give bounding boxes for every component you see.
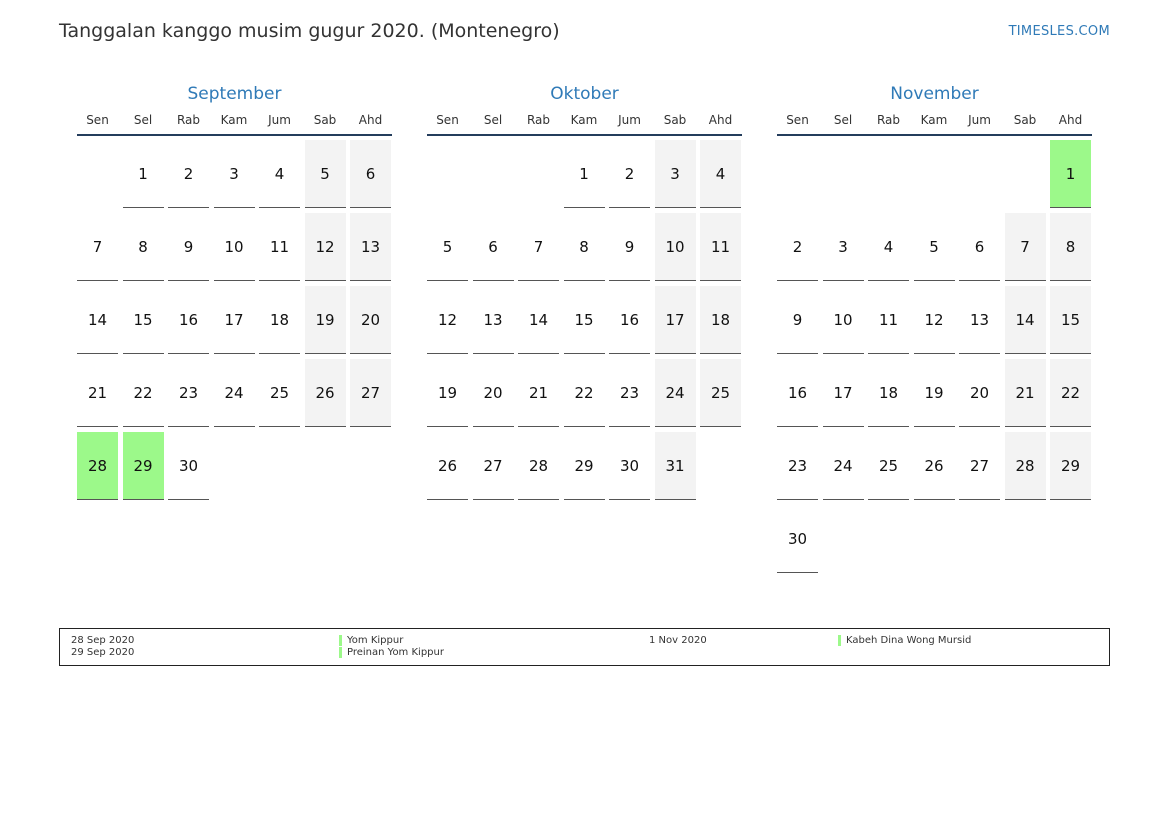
day-cell: 19 xyxy=(914,359,955,427)
day-cell: 30 xyxy=(168,432,209,500)
weekday-label: Sab xyxy=(663,113,687,127)
weekday-label: Sel xyxy=(833,113,853,127)
day-cell: 15 xyxy=(1050,286,1091,354)
day-cell: 19 xyxy=(427,359,468,427)
day-cell: 1 xyxy=(564,140,605,208)
day-cell: 3 xyxy=(214,140,255,208)
legend-holiday-marker xyxy=(339,635,342,646)
day-cell: 6 xyxy=(350,140,391,208)
weekday-header xyxy=(427,112,742,136)
day-cell: 14 xyxy=(77,286,118,354)
day-cell: 6 xyxy=(473,213,514,281)
legend-holiday-name: Yom Kippur xyxy=(347,635,404,646)
day-cell: 27 xyxy=(350,359,391,427)
day-cell: 9 xyxy=(777,286,818,354)
day-cell: 6 xyxy=(959,213,1000,281)
day-cell: 22 xyxy=(564,359,605,427)
page-title: Tanggalan kanggo musim gugur 2020. (Montenegro) xyxy=(59,20,560,42)
day-cell: 13 xyxy=(473,286,514,354)
month-calendar xyxy=(427,82,742,500)
holiday-legend xyxy=(59,628,1110,666)
day-cell: 25 xyxy=(868,432,909,500)
legend-holiday-marker xyxy=(339,647,342,658)
day-cell: 21 xyxy=(1005,359,1046,427)
weekday-label: Sel xyxy=(483,113,503,127)
weekday-label: Jum xyxy=(968,113,991,127)
day-cell: 21 xyxy=(77,359,118,427)
holiday-day-cell: 1 xyxy=(1050,140,1091,208)
day-cell: 18 xyxy=(259,286,300,354)
day-cell: 16 xyxy=(777,359,818,427)
day-grid xyxy=(427,140,742,500)
day-grid xyxy=(777,140,1092,573)
day-cell: 17 xyxy=(655,286,696,354)
day-cell: 18 xyxy=(700,286,741,354)
legend-date: 29 Sep 2020 xyxy=(71,647,135,658)
day-cell: 11 xyxy=(700,213,741,281)
day-cell: 25 xyxy=(700,359,741,427)
day-cell: 18 xyxy=(868,359,909,427)
day-cell: 24 xyxy=(823,432,864,500)
day-cell: 5 xyxy=(427,213,468,281)
day-cell: 2 xyxy=(609,140,650,208)
day-cell: 10 xyxy=(823,286,864,354)
empty-cell xyxy=(518,140,559,208)
day-cell: 7 xyxy=(518,213,559,281)
weekday-label: Sel xyxy=(133,113,153,127)
day-cell: 3 xyxy=(655,140,696,208)
empty-cell xyxy=(77,140,118,208)
day-cell: 16 xyxy=(168,286,209,354)
day-cell: 26 xyxy=(427,432,468,500)
day-cell: 31 xyxy=(655,432,696,500)
weekday-header xyxy=(77,112,392,136)
empty-cell xyxy=(868,140,909,208)
day-cell: 14 xyxy=(1005,286,1046,354)
day-cell: 30 xyxy=(609,432,650,500)
day-cell: 2 xyxy=(168,140,209,208)
day-cell: 8 xyxy=(123,213,164,281)
day-grid xyxy=(77,140,392,500)
weekday-label: Sen xyxy=(436,113,459,127)
day-cell: 9 xyxy=(168,213,209,281)
weekday-label: Rab xyxy=(176,113,201,127)
day-cell: 4 xyxy=(868,213,909,281)
day-cell: 29 xyxy=(564,432,605,500)
day-cell: 15 xyxy=(564,286,605,354)
day-cell: 20 xyxy=(473,359,514,427)
day-cell: 4 xyxy=(259,140,300,208)
empty-cell xyxy=(823,140,864,208)
empty-cell xyxy=(473,140,514,208)
month-calendar xyxy=(777,82,1092,573)
holiday-day-cell: 28 xyxy=(77,432,118,500)
weekday-label: Sen xyxy=(786,113,809,127)
day-cell: 24 xyxy=(655,359,696,427)
day-cell: 13 xyxy=(350,213,391,281)
day-cell: 22 xyxy=(1050,359,1091,427)
day-cell: 20 xyxy=(350,286,391,354)
day-cell: 29 xyxy=(1050,432,1091,500)
day-cell: 17 xyxy=(214,286,255,354)
day-cell: 19 xyxy=(305,286,346,354)
weekday-label: Rab xyxy=(526,113,551,127)
weekday-label: Rab xyxy=(876,113,901,127)
holiday-day-cell: 29 xyxy=(123,432,164,500)
day-cell: 2 xyxy=(777,213,818,281)
weekday-header xyxy=(777,112,1092,136)
day-cell: 7 xyxy=(77,213,118,281)
month-name: November xyxy=(890,84,979,104)
day-cell: 8 xyxy=(1050,213,1091,281)
day-cell: 11 xyxy=(868,286,909,354)
weekday-label: Sab xyxy=(313,113,337,127)
day-cell: 1 xyxy=(123,140,164,208)
day-cell: 10 xyxy=(214,213,255,281)
day-cell: 27 xyxy=(959,432,1000,500)
legend-holiday-name: Preinan Yom Kippur xyxy=(347,647,444,658)
month-name: Oktober xyxy=(550,84,619,104)
day-cell: 3 xyxy=(823,213,864,281)
day-cell: 8 xyxy=(564,213,605,281)
weekday-label: Kam xyxy=(920,113,948,127)
day-cell: 23 xyxy=(777,432,818,500)
empty-cell xyxy=(959,140,1000,208)
day-cell: 5 xyxy=(914,213,955,281)
weekday-label: Ahd xyxy=(1058,113,1083,127)
day-cell: 5 xyxy=(305,140,346,208)
legend-holiday-name: Kabeh Dina Wong Mursid xyxy=(846,635,972,646)
empty-cell xyxy=(427,140,468,208)
day-cell: 9 xyxy=(609,213,650,281)
legend-holiday-marker xyxy=(838,635,841,646)
day-cell: 20 xyxy=(959,359,1000,427)
day-cell: 10 xyxy=(655,213,696,281)
legend-date: 28 Sep 2020 xyxy=(71,635,135,646)
brand-link[interactable]: TIMESLES.COM xyxy=(1008,24,1110,39)
weekday-label: Ahd xyxy=(708,113,733,127)
day-cell: 15 xyxy=(123,286,164,354)
day-cell: 28 xyxy=(518,432,559,500)
day-cell: 7 xyxy=(1005,213,1046,281)
day-cell: 12 xyxy=(305,213,346,281)
day-cell: 17 xyxy=(823,359,864,427)
month-calendar xyxy=(77,82,392,500)
day-cell: 12 xyxy=(914,286,955,354)
day-cell: 23 xyxy=(168,359,209,427)
weekday-label: Kam xyxy=(570,113,598,127)
day-cell: 25 xyxy=(259,359,300,427)
day-cell: 23 xyxy=(609,359,650,427)
weekday-label: Sen xyxy=(86,113,109,127)
weekday-label: Sab xyxy=(1013,113,1037,127)
day-cell: 21 xyxy=(518,359,559,427)
day-cell: 4 xyxy=(700,140,741,208)
legend-date: 1 Nov 2020 xyxy=(649,635,707,646)
empty-cell xyxy=(1005,140,1046,208)
day-cell: 27 xyxy=(473,432,514,500)
day-cell: 30 xyxy=(777,505,818,573)
day-cell: 24 xyxy=(214,359,255,427)
empty-cell xyxy=(914,140,955,208)
weekday-label: Jum xyxy=(618,113,641,127)
day-cell: 13 xyxy=(959,286,1000,354)
day-cell: 16 xyxy=(609,286,650,354)
day-cell: 28 xyxy=(1005,432,1046,500)
weekday-label: Ahd xyxy=(358,113,383,127)
day-cell: 14 xyxy=(518,286,559,354)
day-cell: 26 xyxy=(305,359,346,427)
weekday-label: Kam xyxy=(220,113,248,127)
month-name: September xyxy=(187,84,282,104)
day-cell: 12 xyxy=(427,286,468,354)
day-cell: 22 xyxy=(123,359,164,427)
weekday-label: Jum xyxy=(268,113,291,127)
day-cell: 11 xyxy=(259,213,300,281)
day-cell: 26 xyxy=(914,432,955,500)
empty-cell xyxy=(777,140,818,208)
